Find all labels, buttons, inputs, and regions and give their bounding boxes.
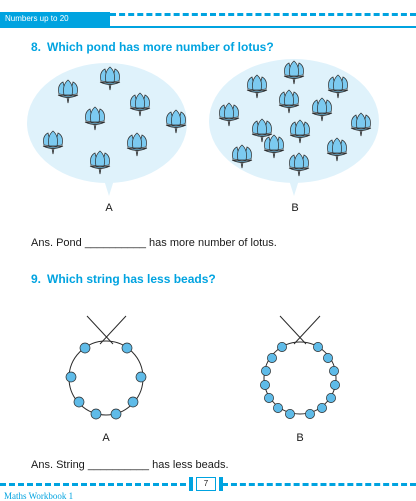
bead [330, 380, 339, 389]
question-8-number: 8. [31, 40, 42, 54]
bead [261, 366, 270, 375]
bead [80, 343, 90, 353]
pond-b [209, 59, 379, 196]
question-8-text: Which pond has more number of lotus? [47, 40, 274, 54]
bead [326, 393, 335, 402]
bead [264, 393, 273, 402]
bead [277, 342, 286, 351]
bead [317, 403, 326, 412]
bead [329, 366, 338, 375]
section-title: Numbers up to 20 [5, 14, 69, 23]
bead [74, 397, 84, 407]
string-b-loop [264, 342, 336, 414]
pond-b-pointer [289, 180, 299, 196]
bead [128, 397, 138, 407]
bead [91, 409, 101, 419]
string-b [260, 316, 339, 419]
question-9-text: Which string has less beads? [47, 272, 216, 286]
string-a-label: A [102, 432, 110, 444]
question-9-answer: Ans. String __________ has less beads. [31, 459, 229, 471]
pond-a-pointer [104, 180, 114, 196]
pond-a-label: A [105, 202, 113, 214]
footer-dash-right [222, 483, 416, 486]
bead [267, 353, 276, 362]
bead [285, 409, 294, 418]
pond-b-label: B [291, 202, 299, 214]
bead [313, 342, 322, 351]
string-a [66, 316, 146, 419]
pond-a [27, 63, 187, 196]
string-b-label: B [296, 432, 304, 444]
footer-dash-left [0, 483, 186, 486]
bead [260, 380, 269, 389]
footer-bar-left [189, 477, 193, 491]
question-9-number: 9. [31, 272, 42, 286]
bead [305, 409, 314, 418]
book-title: Maths Workbook 1 [4, 491, 74, 501]
question-8-answer: Ans. Pond __________ has more number of lotus. [31, 237, 277, 249]
bead [111, 409, 121, 419]
page-number: 7 [196, 477, 216, 491]
bead [273, 403, 282, 412]
page-footer [0, 476, 416, 501]
bead [136, 372, 146, 382]
question-9 [31, 272, 216, 286]
bead [122, 343, 132, 353]
bead [323, 353, 332, 362]
bead [66, 372, 76, 382]
